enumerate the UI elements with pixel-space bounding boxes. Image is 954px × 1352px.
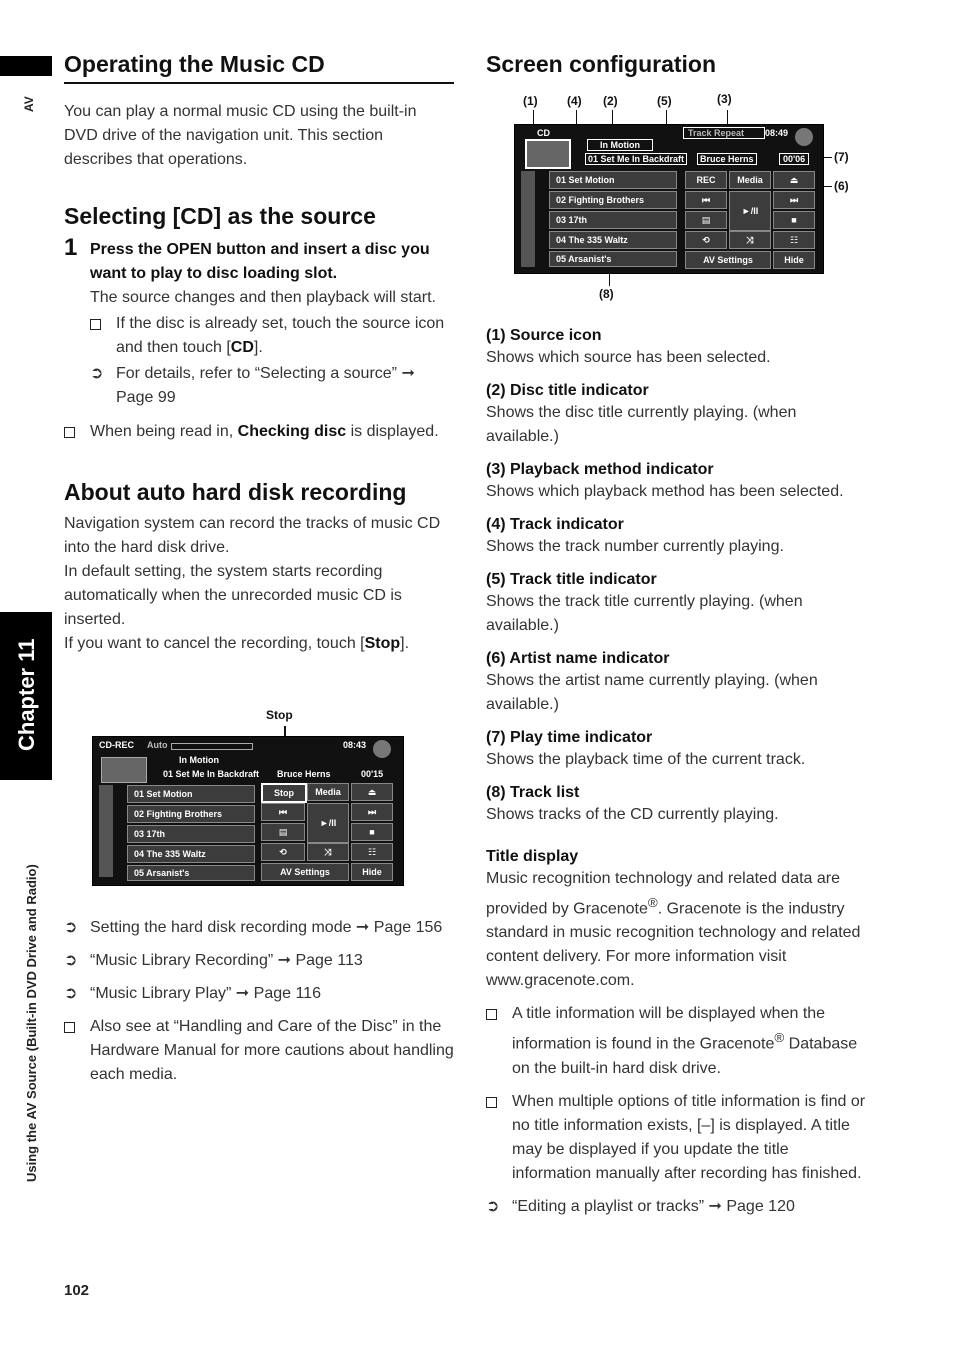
intro-text: You can play a normal music CD using the built-in DVD drive of the navigation unit. This section describes that operations. (64, 103, 417, 168)
screen1-clock: 08:43 (343, 740, 367, 750)
screen1-media-button[interactable]: Media (307, 783, 349, 801)
screen2-play-time: 00'06 (779, 153, 809, 165)
page-number: 102 (64, 1282, 90, 1299)
heading-title-display: Title display (486, 848, 579, 865)
config-item: (4) Track indicator Shows the track number currently playing. (486, 516, 784, 555)
screen1-progress-bar (171, 743, 253, 750)
ref-editing-playlist: ➲ “Editing a playlist or tracks” ➞ Page 120 (486, 1195, 870, 1219)
screen1-source: CD-REC (99, 740, 134, 750)
callout-8: (8) (599, 287, 614, 301)
ref-selecting-source: ➲ For details, refer to “Selecting a source” ➞ Page 99 (90, 362, 454, 410)
config-item: (8) Track list Shows tracks of the CD currently playing. (486, 784, 779, 823)
ref-library-play: ➲ “Music Library Play” ➞ Page 116 (64, 982, 456, 1006)
screen2-logo-icon (795, 128, 813, 146)
screen1-repeat-button[interactable]: ⟲ (261, 843, 305, 861)
checkbox-square-icon (64, 1022, 75, 1033)
screen1-random-button[interactable]: ⤨ (307, 843, 349, 861)
screen2-artist: Bruce Herns (697, 153, 757, 165)
screen1-stop-button[interactable]: Stop (261, 783, 307, 803)
auto-text-2: In default setting, the system starts recording automatically when the unrecorded music CD is inserted. (64, 563, 402, 628)
screen2-scrollbar[interactable] (521, 171, 535, 267)
left-column (64, 50, 454, 656)
screen2-rec-button[interactable]: REC (685, 171, 727, 189)
screen2-playback-method: Track Repeat (683, 127, 765, 139)
screen2-track-row[interactable]: 05 Arsanist's (549, 251, 677, 267)
screen1-track-row[interactable]: 02 Fighting Brothers (127, 805, 255, 823)
config-item: (7) Play time indicator Shows the playback time of the current track. (486, 729, 806, 768)
screen2-repeat-button[interactable]: ⟲ (685, 231, 727, 249)
config-item: (2) Disc title indicator Shows the disc title currently playing. (when available.) (486, 382, 797, 445)
screen2-prev-button[interactable]: ⏮ (685, 191, 727, 209)
screen2-media-button[interactable]: Media (729, 171, 771, 189)
callout-7: (7) (834, 150, 849, 164)
screen2-next-button[interactable]: ⏭ (773, 191, 815, 209)
config-item-list (486, 326, 870, 1219)
checkbox-square-icon (486, 1009, 497, 1020)
checkbox-square-icon (90, 319, 101, 330)
screen2-eject-button[interactable]: ⏏ (773, 171, 815, 189)
config-item: (1) Source icon Shows which source has been selected. (486, 327, 771, 366)
callout-4: (4) (567, 94, 582, 108)
callout-line-8 (609, 272, 610, 286)
callout-5: (5) (657, 94, 672, 108)
screen1-source-icon[interactable] (101, 757, 147, 783)
title-display-text: Music recognition technology and related data are provided by Gracenote®. Gracenote is the industry standard in music recognition technology and related content delivery. For more information visit www.gracenote.com. (486, 870, 861, 990)
screen2-track-row[interactable]: 02 Fighting Brothers (549, 191, 677, 209)
auto-text-3: If you want to cancel the recording, touch [Stop]. (64, 635, 410, 652)
checkbox-square-icon (486, 1097, 497, 1108)
ref-hdd-mode: ➲ Setting the hard disk recording mode ➞ Page 156 (64, 916, 456, 940)
stop-callout: Stop (266, 708, 293, 722)
screen1-play-time: 00'15 (361, 769, 384, 779)
auto-text-1: Navigation system can record the tracks of music CD into the hard disk drive. (64, 515, 441, 556)
screen1-scrollbar[interactable] (99, 785, 113, 877)
note-title-found: A title information will be displayed when the information is found in the Gracenote® Database on the built-in hard disk drive. (486, 1002, 870, 1080)
note-checking-disc: When being read in, Checking disc is displayed. (64, 420, 454, 444)
screen2-source-icon[interactable] (525, 139, 571, 169)
chapter-label: Chapter 11 (14, 638, 39, 752)
screen1-play-pause-button[interactable]: ►/II (307, 803, 349, 843)
screen1-track-row[interactable]: 05 Arsanist's (127, 865, 255, 881)
screen2-list-button[interactable]: ▤ (685, 211, 727, 229)
left-references (64, 916, 456, 1087)
screen2-hide-button[interactable]: Hide (773, 251, 815, 269)
screen2-track-row[interactable]: 03 17th (549, 211, 677, 229)
callout-2: (2) (603, 94, 618, 108)
screen2-track-row[interactable]: 04 The 335 Waltz (549, 231, 677, 249)
reference-arrow-icon: ➲ (486, 1197, 500, 1215)
screen2-random-button[interactable]: ⤨ (729, 231, 771, 249)
checkbox-square-icon (64, 427, 75, 438)
reference-arrow-icon: ➲ (90, 365, 104, 382)
recording-screenshot (92, 736, 404, 886)
screen2-play-pause-button[interactable]: ►/II (729, 191, 771, 231)
screen1-disc-title: In Motion (179, 755, 219, 765)
screen1-artist: Bruce Herns (277, 769, 331, 779)
config-item: (3) Playback method indicator Shows which playback method has been selected. (486, 461, 844, 500)
heading-selecting: Selecting [CD] as the source (64, 203, 376, 229)
reference-arrow-icon: ➲ (64, 985, 78, 1002)
screen1-mode: Auto (147, 740, 168, 750)
callout-1: (1) (523, 94, 538, 108)
screen1-track-line: 01 Set Me In Backdraft (163, 769, 260, 779)
screen1-list-button[interactable]: ▤ (261, 823, 305, 841)
note-disc-set: If the disc is already set, touch the source icon and then touch [CD]. (90, 312, 454, 360)
screen1-av-settings-button[interactable]: AV Settings (261, 863, 349, 881)
screen2-track-row[interactable]: 01 Set Motion (549, 171, 677, 189)
config-item: (6) Artist name indicator Shows the artist name currently playing. (when available.) (486, 650, 818, 713)
step-number: 1 (64, 234, 78, 261)
heading-auto-recording: About auto hard disk recording (64, 479, 407, 505)
heading-screen-config: Screen configuration (486, 51, 717, 77)
step-description: The source changes and then playback will start. (90, 289, 436, 306)
screen1-prev-button[interactable]: ⏮ (261, 803, 305, 821)
screen2-clock: 08:49 (765, 128, 789, 138)
step-instruction: Press the OPEN button and insert a disc you want to play to disc loading slot. (90, 241, 430, 282)
screen1-hide-button[interactable]: Hide (351, 863, 393, 881)
config-item: (5) Track title indicator Shows the track title currently playing. (when available.) (486, 571, 803, 634)
screen2-square-button[interactable]: ■ (773, 211, 815, 229)
screen2-scan-button[interactable]: ☷ (773, 231, 815, 249)
screen2-disc-title: In Motion (587, 139, 653, 151)
av-label: AV (22, 96, 36, 112)
callout-3: (3) (717, 92, 732, 106)
reference-arrow-icon: ➲ (64, 919, 78, 936)
section-label: Using the AV Source (Built-in DVD Drive and Radio) (24, 864, 39, 1182)
note-multiple-options: When multiple options of title information is find or no title information exists, [–] is displayed. A title may be displayed if you update the title information manually after recording has finished. (486, 1090, 870, 1186)
screen1-track-row[interactable]: 03 17th (127, 825, 255, 843)
note-handling-care: Also see at “Handling and Care of the Disc” in the Hardware Manual for more cautions about handling each media. (64, 1015, 456, 1087)
sidebar-top-bar (0, 56, 52, 76)
heading-operating: Operating the Music CD (64, 50, 454, 84)
step-1 (64, 234, 454, 410)
screen1-eject-button[interactable]: ⏏ (351, 783, 393, 801)
reference-arrow-icon: ➲ (64, 952, 78, 969)
callout-6: (6) (834, 179, 849, 193)
screen1-square-button[interactable]: ■ (351, 823, 393, 841)
screen1-track-row[interactable]: 01 Set Motion (127, 785, 255, 803)
screen1-scan-button[interactable]: ☷ (351, 843, 393, 861)
screen1-logo-icon (373, 740, 391, 758)
screen2-av-settings-button[interactable]: AV Settings (685, 251, 771, 269)
screen1-track-row[interactable]: 04 The 335 Waltz (127, 845, 255, 863)
screen2-source: CD (537, 128, 550, 138)
screen2-track-line: 01 Set Me In Backdraft (585, 153, 687, 165)
screen-config-screenshot (514, 124, 824, 274)
ref-library-recording: ➲ “Music Library Recording” ➞ Page 113 (64, 949, 456, 973)
screen1-next-button[interactable]: ⏭ (351, 803, 393, 821)
